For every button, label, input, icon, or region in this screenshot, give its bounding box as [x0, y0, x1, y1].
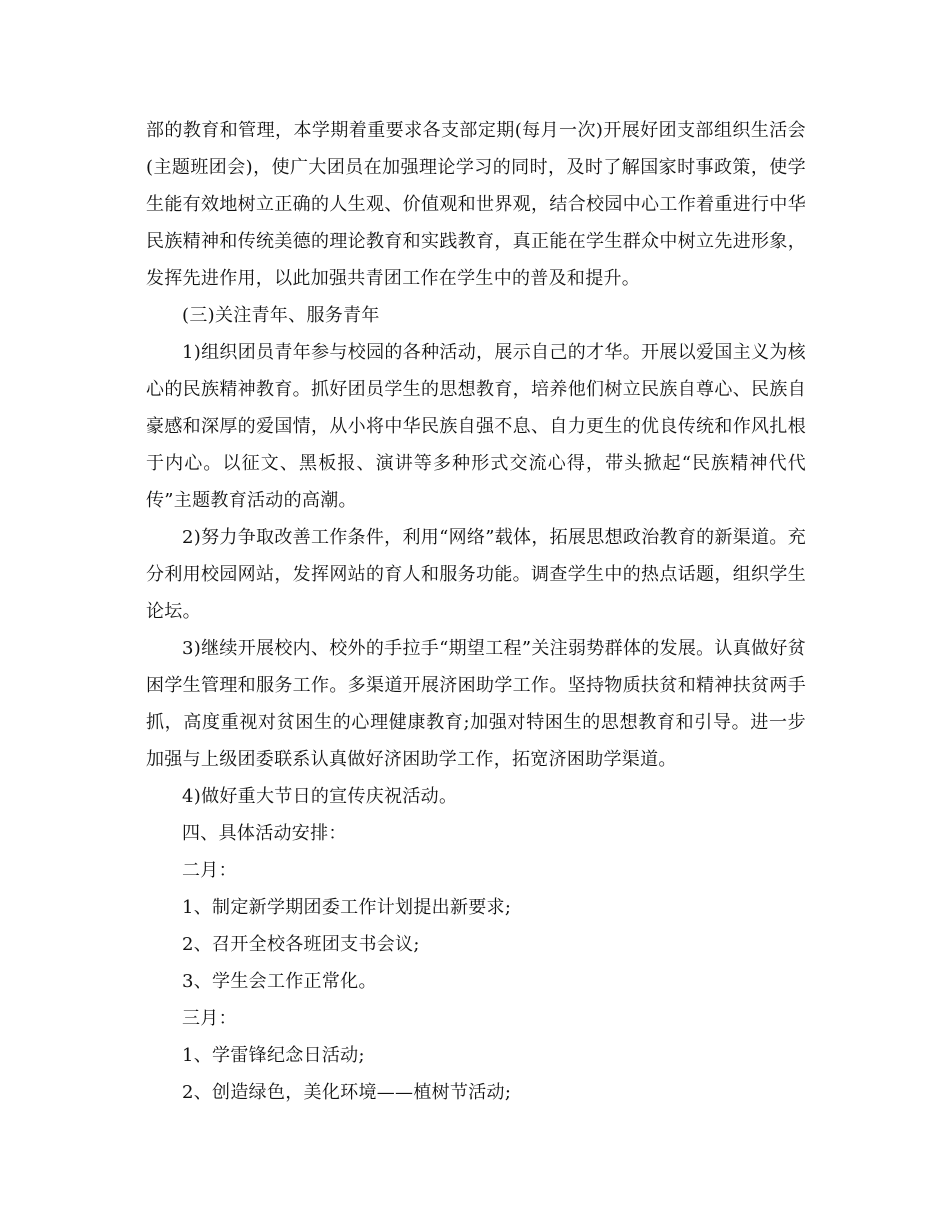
paragraph-item-3: 3)继续开展校内、校外的手拉手“期望工程”关注弱势群体的发展。认真做好贫困学生管理和服务工作。多渠道开展济困助学工作。坚持物质扶贫和精神扶贫两手抓，高度重视对贫困生的心理健康教育;加强对特困生的思想教育和引导。进一步加强与上级团委联系认真做好济困助学工作，拓宽济困助学渠道。 [146, 638, 806, 770]
list-item: 2、召开全校各班团支书会议; [182, 934, 420, 955]
document-body [146, 112, 806, 1111]
section-heading-activity-schedule: 四、具体活动安排： [182, 823, 347, 844]
paragraph-branch-management: 部的教育和管理，本学期着重要求各支部定期(每月一次)开展好团支部组织生活会(主题班团会)，使广大团员在加强理论学习的同时，及时了解国家时事政策，使学生能有效地树立正确的人生观、价值观和世界观，结合校园中心工作着重进行中华民族精神和传统美德的理论教育和实践教育，真正能在学生群众中树立先进形象，发挥先进作用，以此加强共青团工作在学生中的普及和提升。 [146, 120, 806, 289]
list-item: 3、学生会工作正常化。 [182, 971, 377, 992]
list-item: 1、学雷锋纪念日活动; [182, 1045, 365, 1066]
month-heading-march: 三月： [182, 1008, 237, 1029]
section-heading-care-youth: (三)关注青年、服务青年 [182, 305, 380, 326]
month-heading-february: 二月： [182, 860, 237, 881]
paragraph-item-4: 4)做好重大节日的宣传庆祝活动。 [182, 786, 458, 807]
paragraph-item-1: 1)组织团员青年参与校园的各种活动，展示自己的才华。开展以爱国主义为核心的民族精神教育。抓好团员学生的思想教育，培养他们树立民族自尊心、民族自豪感和深厚的爱国情，从小将中华民族自强不息、自力更生的优良传统和作风扎根于内心。以征文、黑板报、演讲等多种形式交流心得，带头掀起“民族精神代代传”主题教育活动的高潮。 [146, 342, 806, 511]
paragraph-item-2: 2)努力争取改善工作条件，利用“网络”载体，拓展思想政治教育的新渠道。充分利用校园网站，发挥网站的育人和服务功能。调查学生中的热点话题，组织学生论坛。 [146, 527, 806, 622]
list-item: 1、制定新学期团委工作计划提出新要求; [182, 897, 512, 918]
list-item: 2、创造绿色，美化环境——植树节活动; [182, 1082, 512, 1103]
